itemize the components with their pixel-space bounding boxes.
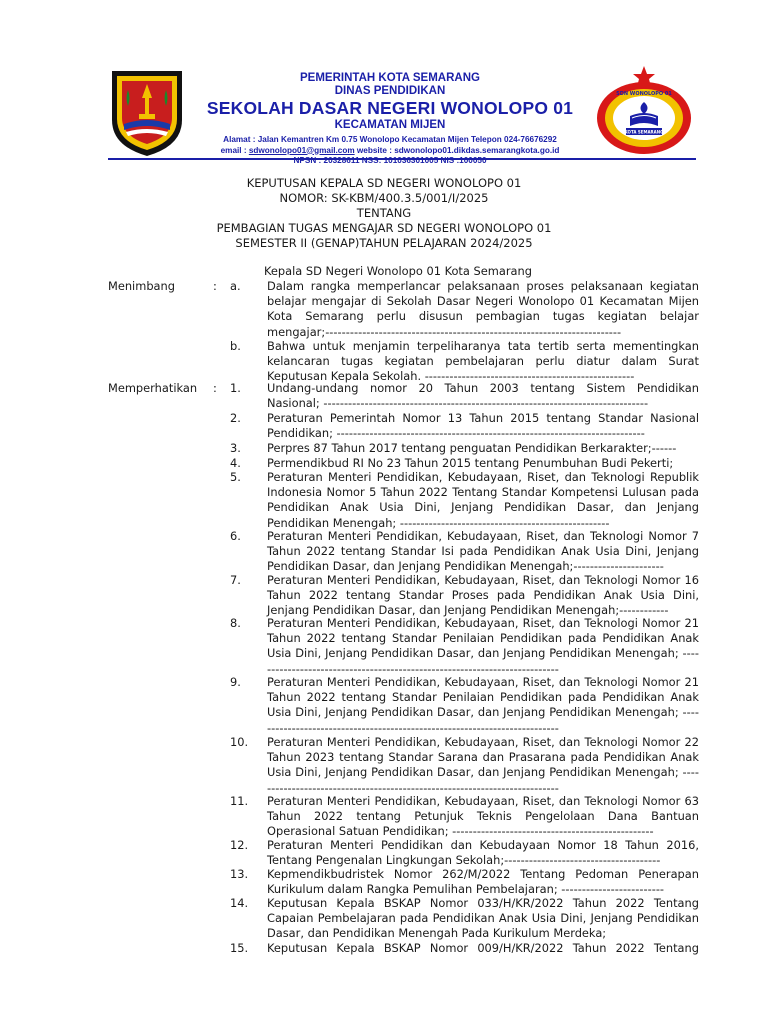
list-item: Peraturan Menteri Pendidikan, Kebudayaan, Riset, dan Teknologi Nomor 16 Tahun 2022 tentang Standar Proses pada Pendidikan Anak Usia Dini, Jenjang Pendidikan Dasar, dan Jenjang Pendidikan Menengah;------------ <box>267 573 699 618</box>
list-item: Permendikbud RI No 23 Tahun 2015 tentang Penumbuhan Budi Pekerti; <box>267 456 674 470</box>
decree-number: NOMOR: SK-KBM/400.3.5/001/I/2025 <box>279 191 489 205</box>
menimbang-colon: : <box>213 279 217 293</box>
school-name: SEKOLAH DASAR NEGERI WONOLOPO 01 <box>206 98 574 118</box>
decree-about: TENTANG <box>356 206 412 220</box>
letterhead-divider <box>108 158 696 160</box>
website-text: website : sdwonolopo01.dikdas.semarangkota.go.id <box>354 145 560 155</box>
list-item-number: 5. <box>230 470 241 484</box>
school-badge-icon <box>594 64 694 156</box>
list-item: Peraturan Menteri Pendidikan, Kebudayaan, Riset, dan Teknologi Nomor 22 Tahun 2023 tentang Standar Sarana dan Prasarana pada Pendidikan Anak Usia Dini, Jenjang Pendidikan Dasar, dan Jenjang Pendidikan Menengah; --------------------------------------------------------------------------- <box>267 735 699 795</box>
decree-title-block <box>0 176 768 251</box>
list-item: Keputusan Kepala BSKAP Nomor 033/H/KR/2022 Tahun 2022 Tentang Capaian Pembelajaran pada Pendidikan Anak Usia Dini, Jenjang Pendidikan Dasar, dan Pendidikan Menengah Pada Kurikulum Merdeka; <box>267 896 699 941</box>
list-item-number: 11. <box>230 794 249 808</box>
decree-semester: SEMESTER II (GENAP)TAHUN PELAJARAN 2024/2025 <box>235 236 533 250</box>
list-item-number: 7. <box>230 573 241 587</box>
list-item: Peraturan Menteri Pendidikan, Kebudayaan, Riset, dan Teknologi Nomor 21 Tahun 2022 tentang Standar Penilaian Pendidikan pada Pendidikan Anak Usia Dini, Jenjang Pendidikan Dasar, dan Jenjang Pendidikan Menengah; --------------------------------------------------------------------------- <box>267 616 699 676</box>
list-item-number: 15. <box>230 941 249 955</box>
decree-title: KEPUTUSAN KEPALA SD NEGERI WONOLOPO 01 <box>246 176 522 190</box>
menimbang-label: Menimbang <box>108 279 175 293</box>
decree-issuer: Kepala SD Negeri Wonolopo 01 Kota Semarang <box>264 264 532 278</box>
school-address: Alamat : Jalan Kemantren Km 0.75 Wonolopo Kecamatan Mijen Telepon 024-76676292 <box>223 135 557 144</box>
district-name: KECAMATAN MIJEN <box>334 119 446 131</box>
memperhatikan-colon: : <box>213 381 217 395</box>
government-name: PEMERINTAH KOTA SEMARANG <box>300 72 480 84</box>
list-item-number: 4. <box>230 456 241 470</box>
list-item: Bahwa untuk menjamin terpeliharanya tata tertib serta mementingkan kelancaran tugas kegiatan pembelajaran perlu diatur dalam Surat Keputusan Kepala Sekolah. --------------------------------------------------- <box>267 339 699 384</box>
list-item-number: 3. <box>230 441 241 455</box>
contact-line <box>190 146 590 157</box>
list-item: Kepmendikbudristek Nomor 262/M/2022 Tentang Pedoman Penerapan Kurikulum dalam Rangka Pemulihan Pembelajaran; ------------------------- <box>267 867 699 897</box>
list-item-number: 2. <box>230 411 241 425</box>
department-name: DINAS PENDIDIKAN <box>334 85 446 97</box>
list-item: Keputusan Kepala BSKAP Nomor 009/H/KR/2022 Tahun 2022 Tentang <box>267 941 699 955</box>
list-item: Peraturan Menteri Pendidikan, Kebudayaan, Riset, dan Teknologi Republik Indonesia Nomor 5 Tahun 2022 Tentang Standar Kompetensi Lulusan pada Pendidikan Anak Usia Dini, Jenjang Pendidikan Dasar, dan Jenjang Pendidikan Menengah; --------------------------------------------------- <box>267 470 699 530</box>
list-item: Peraturan Menteri Pendidikan, Kebudayaan, Riset, dan Teknologi Nomor 7 Tahun 2022 tentang Standar Isi pada Pendidikan Anak Usia Dini, Jenjang Pendidikan Dasar, dan Jenjang Pendidikan Menengah;---------------------- <box>267 529 699 574</box>
badge-bottom-text: KOTA SEMARANG <box>624 129 664 135</box>
list-item-number: 13. <box>230 867 249 881</box>
list-item-number: a. <box>230 279 241 293</box>
list-item-number: 12. <box>230 838 249 852</box>
list-item-number: b. <box>230 339 241 353</box>
semarang-city-crest-icon <box>108 68 186 158</box>
list-item: Peraturan Menteri Pendidikan, Kebudayaan, Riset, dan Teknologi Nomor 21 Tahun 2022 tentang Standar Penilaian Pendidikan pada Pendidikan Anak Usia Dini, Jenjang Pendidikan Dasar, dan Jenjang Pendidikan Menengah; --------------------------------------------------------------------------- <box>267 675 699 735</box>
list-item-number: 8. <box>230 616 241 630</box>
list-item: Dalam rangka memperlancar pelaksanaan proses pelaksanaan kegiatan belajar mengajar di Sekolah Dasar Negeri Wonolopo 01 Kecamatan Mijen Kota Semarang perlu disusun pembagian tugas kegiatan belajar mengajar;------------------------------------------------------------------------ <box>267 279 699 339</box>
list-item: Perpres 87 Tahun 2017 tentang penguatan Pendidikan Berkarakter;------ <box>267 441 677 455</box>
list-item-number: 6. <box>230 529 241 543</box>
list-item-number: 9. <box>230 675 241 689</box>
decree-subject: PEMBAGIAN TUGAS MENGAJAR SD NEGERI WONOLOPO 01 <box>216 221 552 235</box>
list-item: Peraturan Pemerintah Nomor 13 Tahun 2015 tentang Standar Nasional Pendidikan; --------------------------------------------------------------------------- <box>267 411 699 441</box>
letterhead <box>0 0 768 170</box>
list-item: Peraturan Menteri Pendidikan, Kebudayaan, Riset, dan Teknologi Nomor 63 Tahun 2022 tentang Petunjuk Teknis Pengelolaan Dana Bantuan Operasional Satuan Pendidikan; ------------------------------------------------- <box>267 794 699 839</box>
list-item-number: 10. <box>230 735 249 749</box>
memperhatikan-label: Memperhatikan <box>108 381 198 395</box>
letterhead-text <box>190 72 590 167</box>
list-item: Undang-undang nomor 20 Tahun 2003 tentang Sistem Pendidikan Nasional; ------------------------------------------------------------------------------- <box>267 381 699 411</box>
list-item: Peraturan Menteri Pendidikan dan Kebudayaan Nomor 18 Tahun 2016, Tentang Pengenalan Lingkungan Sekolah;-------------------------------------- <box>267 838 699 868</box>
email-label: email : <box>220 145 249 155</box>
list-item-number: 14. <box>230 896 249 910</box>
list-item-number: 1. <box>230 381 241 395</box>
email-link[interactable]: sdwonolopo01@gmail.com <box>248 145 355 155</box>
badge-top-text: SDN WONOLOPO 01 <box>616 91 672 97</box>
school-ids: NPSN : 20328611 NSS: 101036301005 NIS :100050 <box>293 156 487 165</box>
